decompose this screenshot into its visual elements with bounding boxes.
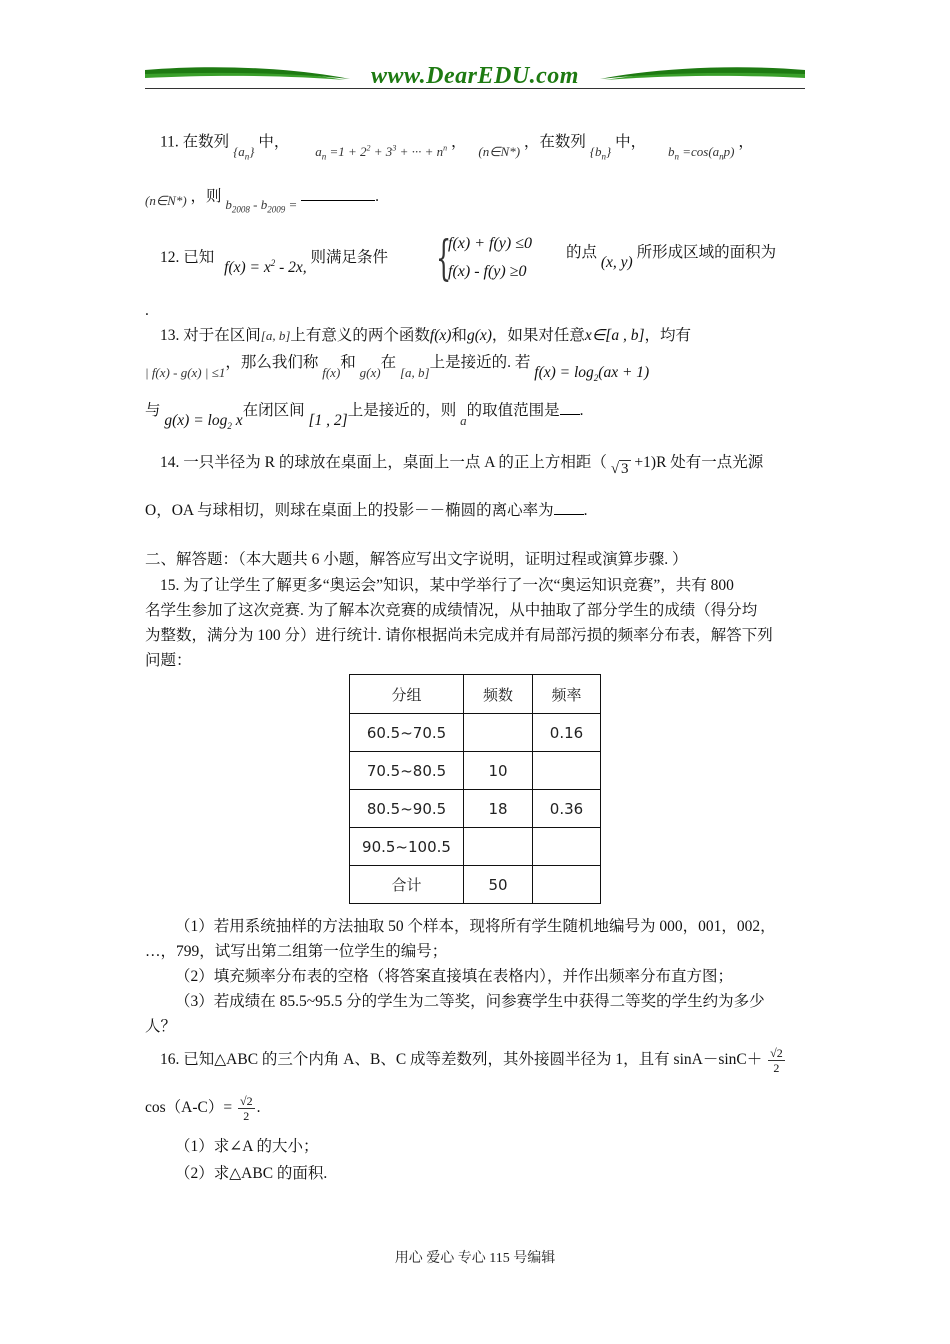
- table-cell-blank[interactable]: [533, 866, 601, 904]
- table-row: [350, 790, 601, 828]
- table-header: 频率: [533, 675, 601, 714]
- q12-line1b: 的点 (x, y) 所形成区域的面积为: [566, 244, 777, 271]
- q15-line3: 为整数，满分为 100 分）进行统计. 请你根据尚未完成并有局部污损的频率分布表，解答下列: [145, 627, 773, 644]
- table-header: 分组: [350, 675, 464, 714]
- table-cell: 0.36: [533, 790, 601, 828]
- table-cell-blank[interactable]: [464, 714, 533, 752]
- q15-line2: 名学生参加了这次竞赛. 为了解本次竞赛的成绩情况，从中抽取了部分学生的成绩（得分均: [145, 602, 758, 619]
- q12-end-dot: .: [145, 302, 149, 319]
- q14-line1: 14. 一只半径为 R 的球放在桌面上，桌面上一点 A 的正上方相距（ √ 3 +1)R 处有一点光源: [160, 452, 763, 474]
- table-cell: 60.5~70.5: [350, 714, 464, 752]
- table-cell: 90.5~100.5: [350, 828, 464, 866]
- table-cell: 10: [464, 752, 533, 790]
- q15-sub3-line1: （3）若成绩在 85.5~95.5 分的学生为二等奖，问参赛学生中获得二等奖的学生约为多少: [175, 993, 765, 1010]
- q11-line2-cond: (n∈N*): [145, 193, 187, 208]
- table-row: [350, 828, 601, 866]
- table-cell: 18: [464, 790, 533, 828]
- q12-condition-1: f(x) + f(y) ≤0: [448, 235, 532, 252]
- q11-text: 11. 在数列: [160, 133, 230, 151]
- q16-line2: cos（A-C）= $\frac{√2}{2}$ .: [145, 1094, 261, 1123]
- q11-formula-b: bn =cos(anp): [667, 144, 735, 162]
- q11-answer-blank[interactable]: [301, 186, 375, 201]
- table-row: [350, 714, 601, 752]
- q13-answer-blank[interactable]: [560, 400, 580, 415]
- q15-line4: 问题：: [145, 652, 192, 669]
- q12-condition-2: f(x) - f(y) ≥0: [448, 263, 527, 280]
- section2-heading: 二、解答题：（本大题共 6 小题，解答应写出文字说明，证明过程或演算步骤. ）: [145, 551, 688, 568]
- q12-line1a: 12. 已知 $f(x) = x^2 - 2x$, 则满足条件: [160, 249, 389, 277]
- q16-sub1: （1）求∠A 的大小；: [175, 1138, 319, 1155]
- q11-line1: 11. 在数列 $_{\{a_n\}}$ 中， $_{a_n =1 + 2^2 + 3^3 + \cdot\cdot\cdot + n^n}$ ， $_{(n\in N*)}$ ，在数列 $_{\{b_n\}}$ 中， $_{b_n =cos(a_np)}$ ，: [160, 133, 754, 162]
- q13-abs-condition: | f(x) - g(x) | ≤1: [145, 365, 226, 380]
- q16-line1: 16. 已知△ABC 的三个内角 A、B、C 成等差数列，其外接圆半径为 1，且有 sinA－sinC＋ $\frac{√2}{2}$: [160, 1046, 783, 1075]
- q13-g-log: $g(x) = \log_2 x$: [164, 412, 243, 432]
- q12-point: (x, y): [600, 254, 633, 271]
- q15-line1: 15. 为了让学生了解更多“奥运会”知识，某中学举行了一次“奥运知识竞赛”，共有 800: [160, 577, 734, 594]
- table-header-row: [350, 675, 601, 714]
- q11-line2: $_{(n\in N*)}$ ，则 $_{b_{2008} - b_{2009} =}$ .: [145, 188, 380, 215]
- q13-line3: 与 $g(x) = \log_2 x$在闭区间 [1 , 2]上是接近的，则 $_a$的取值范围是 .: [145, 402, 584, 432]
- q11-seq-b: {bn}: [589, 144, 612, 162]
- page-footer: 用心 爱心 专心 115 号编辑: [394, 1251, 556, 1266]
- table-row: [350, 752, 601, 790]
- table-cell: 70.5~80.5: [350, 752, 464, 790]
- table-cell: 合计: [350, 866, 464, 904]
- q14-line2: O，OA 与球相切，则球在桌面上的投影－－椭圆的离心率为 .: [145, 502, 588, 519]
- q11-text-b: ，在数列: [523, 133, 586, 151]
- q15-sub1-line2: …，799，试写出第二组第一位学生的编号；: [145, 943, 448, 960]
- table-header: 频数: [464, 675, 533, 714]
- table-cell-blank[interactable]: [533, 828, 601, 866]
- table-cell-blank[interactable]: [533, 752, 601, 790]
- fraction-sqrt2-over-2: $\frac{√2}{2}$: [239, 1094, 253, 1123]
- q15-sub3-line2: 人？: [145, 1018, 177, 1035]
- sqrt-icon: √ 3: [610, 461, 629, 477]
- q16-sub2: （2）求△ABC 的面积.: [175, 1165, 328, 1182]
- q15-sub1-line1: （1）若用系统抽样的方法抽取 50 个样本，现将所有学生随机地编号为 000，001，002，: [175, 918, 776, 935]
- site-logo-text: www.DearEDU.com: [371, 63, 579, 89]
- frequency-table: [349, 674, 601, 904]
- q13-line2: $_{| f(x) - g(x) | \le 1}$，那么我们称 $_{f(x)}$和 $_{g(x)}$在 $_{[a, b]}$上是接近的. 若 $f(x) = \log_2(ax + 1)$: [145, 354, 650, 384]
- q12-condition-system: [436, 230, 566, 289]
- table-cell-blank[interactable]: [464, 828, 533, 866]
- q14-answer-blank[interactable]: [554, 500, 584, 515]
- brace-icon: {: [436, 230, 452, 286]
- q11-text-zhong: 中，: [258, 133, 290, 151]
- fraction-sqrt2-over-2: $\frac{√2}{2}$: [770, 1046, 783, 1075]
- header-divider: [145, 88, 805, 89]
- q15-sub2: （2）填充频率分布表的空格（将答案直接填在表格内），并作出频率分布直方图；: [175, 968, 734, 985]
- q11-seq-a: {an}: [233, 144, 255, 162]
- q11-formula-a: an =1 + 22 + 33 + ··· + nn: [315, 144, 448, 162]
- q11-n-condition: (n∈N*): [478, 144, 521, 160]
- table-row: [350, 866, 601, 904]
- table-cell: 0.16: [533, 714, 601, 752]
- q12-function: $f(x) = x^2 - 2x$,: [224, 258, 307, 277]
- q13-f-log: $f(x) = \log_2(ax + 1)$: [534, 364, 650, 384]
- table-cell: 50: [464, 866, 533, 904]
- q11-expression: b2008 - b2009 =: [225, 197, 298, 215]
- q13-line1: 13. 对于在区间[a, b]上有意义的两个函数f(x)和g(x)，如果对任意x∈[a , b]，均有: [160, 327, 691, 344]
- table-cell: 80.5~90.5: [350, 790, 464, 828]
